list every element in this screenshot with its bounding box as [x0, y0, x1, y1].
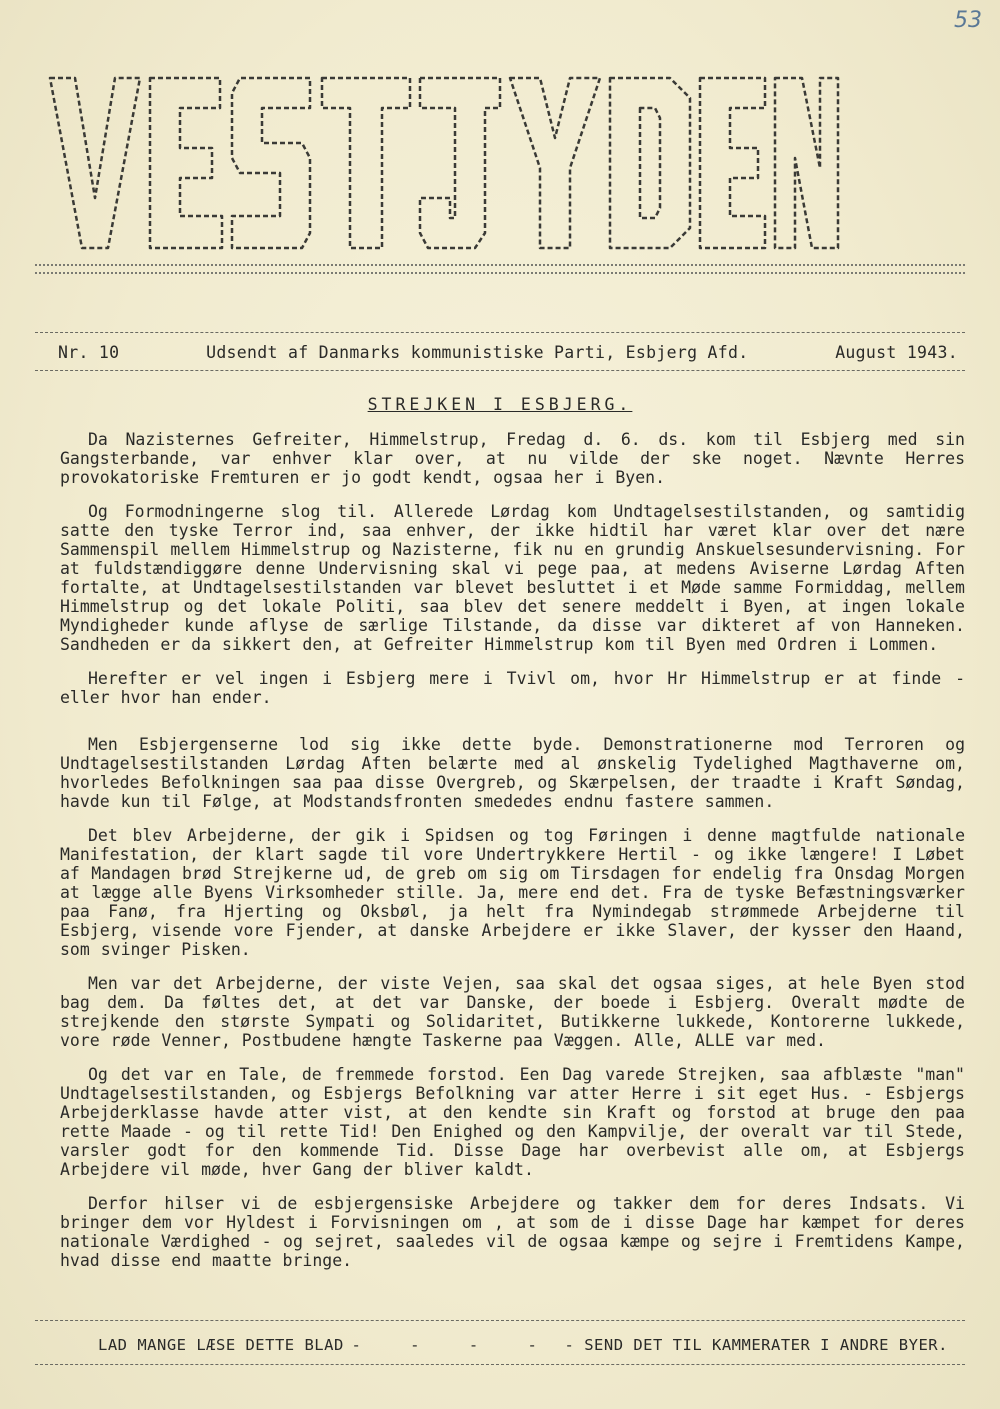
footer-dashes: - - - - [351, 1336, 557, 1354]
masthead-lettering [40, 58, 840, 258]
header-rule-top [35, 332, 965, 333]
masthead-logo [40, 58, 840, 258]
publisher-line: Udsendt af Danmarks kommunistiske Parti, Esbjerg Afd. [206, 343, 749, 362]
archive-page-number: 53 [954, 8, 982, 33]
masthead-rule-top [35, 264, 965, 266]
paragraph: Men Esbjergenserne lod sig ikke dette byde. Demonstrationerne mod Terroren og Undtagelsestilstanden Lørdag Aften belærte med al ønskelig Tydelighed Magthaverne om, hvorledes Befolkningen saa paa disse Overgreb, og Skærpelsen, der traadte i Kraft Søndag, havde kun til Følge, at Modstandsfronten smededes endnu fastere sammen. [60, 735, 965, 811]
header-rule-bottom [35, 370, 965, 371]
footer-rule-bottom [35, 1364, 965, 1365]
paragraph: Det blev Arbejderne, der gik i Spidsen og tog Føringen i denne magtfulde nationale Manifestation, der klart sagde til vore Undertrykkere Hertil - og ikke længere! I Løbet af Mandagen brød Strejkerne ud, de greb om sig om Tirsdagen for endelig fra Onsdag Morgen at lægge alle Byens Virksomheder stille. Ja, mere end det. Fra de tyske Befæstningsværker paa Fanø, fra Hjerting og Oksbøl, ja helt fra Nymindegab strømmede Arbejderne til Esbjerg, visende vore Fjender, at danske Arbejdere er ikke Slaver, der kysser den Haand, som svinger Pisken. [60, 826, 965, 959]
paragraph: Da Nazisternes Gefreiter, Himmelstrup, Fredag d. 6. ds. kom til Esbjerg med sin Gangsterbande, var enhver klar over, at nu vilde der ske noget. Nævnte Herres provokatoriske Fremturen er jo godt kendt, ogsaa her i Byen. [60, 430, 965, 487]
issue-header [58, 343, 958, 362]
masthead-rule-bottom [35, 272, 965, 274]
footer-slogan [98, 1336, 948, 1354]
article-body [60, 430, 965, 1285]
article-headline: STREJKEN I ESBJERG. [367, 395, 633, 414]
footer-right: - SEND DET TIL KAMMERATER I ANDRE BYER. [564, 1336, 948, 1354]
footer-left: LAD MANGE LÆSE DETTE BLAD [98, 1336, 344, 1354]
paragraph: Men var det Arbejderne, der viste Vejen, saa skal det ogsaa siges, at hele Byen stod bag dem. Da føltes det, at det var Danske, der boede i Esbjerg. Overalt mødte de strejkende den største Sympati og Solidaritet, Butikkerne lukkede, Kontorerne lukkede, vore røde Venner, Postbudene hængte Taskerne paa Væggen. Alle, ALLE var med. [60, 974, 965, 1050]
issue-number: Nr. 10 [58, 343, 120, 362]
paragraph: Herefter er vel ingen i Esbjerg mere i Tvivl om, hvor Hr Himmelstrup er at finde - eller hvor han ender. [60, 669, 965, 707]
paragraph: Derfor hilser vi de esbjergensiske Arbejdere og takker dem for deres Indsats. Vi bringer dem vor Hyldest i Forvisningen om , at som de i disse Dage har kæmpet for deres nationale Værdighed - og sejret, saaledes vil de ogsaa kæmpe og sejre i Fremtidens Kampe, hvad disse end maatte bringe. [60, 1194, 965, 1270]
paragraph: Og det var en Tale, de fremmede forstod. Een Dag varede Strejken, saa afblæste "man" Undtagelsestilstanden, og Esbjergs Befolkning var atter Herre i sit eget Hus. - Esbjergs Arbejderklasse havde atter vist, at den kendte sin Kraft og forstod at bruge den paa rette Maade - og til rette Tid! Den Enighed og den Kampvilje, der overalt var til Stede, varsler godt for den kommende Tid. Disse Dage har overbevist alle om, at Esbjergs Arbejdere vil møde, hver Gang der bliver kaldt. [60, 1065, 965, 1179]
paragraph: Og Formodningerne slog til. Allerede Lørdag kom Undtagelsestilstanden, og samtidig satte den tyske Terror ind, saa enhver, der ikke hidtil har været klar over det nære Sammenspil mellem Himmelstrup og Nazisterne, fik nu en grundig Anskuelsesundervisning. For at fuldstændiggøre denne Undervisning skal vi pege paa, at medens Aviserne Lørdag Aften fortalte, at Undtagelsestilstanden var blevet besluttet i et Møde samme Formiddag, mellem Himmelstrup og det lokale Politi, saa blev det senere meddelt i Byen, at ingen lokale Myndigheder kunde aflyse de særlige Tilstande, da disse var dikteret af von Hanneken. Sandheden er da sikkert den, at Gefreiter Himmelstrup kom til Byen med Ordren i Lommen. [60, 502, 965, 654]
issue-date: August 1943. [835, 343, 958, 362]
footer-rule-top [35, 1320, 965, 1321]
